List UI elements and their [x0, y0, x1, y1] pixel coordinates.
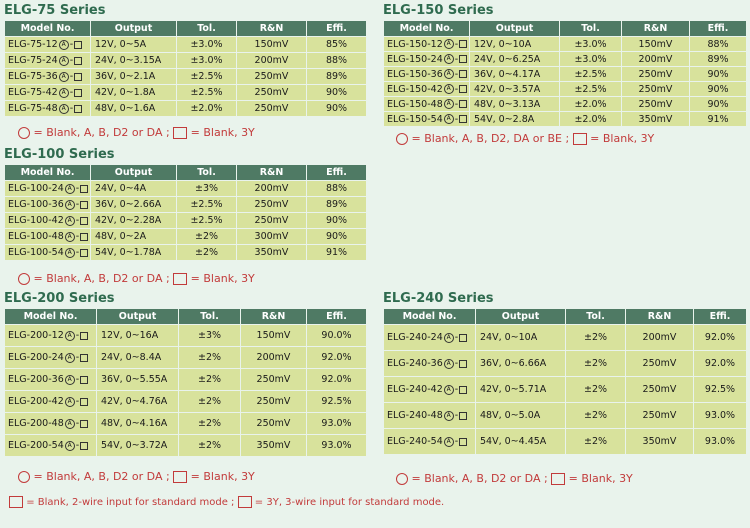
- cell-ripple-noise: 250mV: [241, 369, 307, 391]
- circle-a-marker-icon: A: [59, 72, 69, 82]
- square-marker-icon: [238, 496, 252, 508]
- cell-tolerance: ±2.0%: [177, 101, 237, 117]
- cell-tolerance: ±2%: [177, 229, 237, 245]
- cell-ripple-noise: 350mV: [237, 245, 307, 261]
- circle-a-marker-icon: A: [59, 56, 69, 66]
- cell-tolerance: ±3.0%: [560, 37, 622, 52]
- cell-model-no: ELG-200-54 A -: [5, 435, 97, 457]
- column-header-tolerance: Tol.: [179, 309, 241, 325]
- cell-ripple-noise: 200mV: [241, 347, 307, 369]
- column-header-tolerance: Tol.: [566, 309, 626, 325]
- column-header-efficiency: Effi.: [307, 165, 367, 181]
- square-marker-icon: [80, 420, 88, 428]
- square-marker-icon: [80, 185, 88, 193]
- cell-tolerance: ±2.5%: [177, 213, 237, 229]
- cell-efficiency: 89%: [307, 197, 367, 213]
- table-row: [5, 413, 367, 435]
- column-header-ripple-noise: R&N: [237, 21, 307, 37]
- cell-tolerance: ±3.0%: [177, 37, 237, 53]
- square-marker-icon: [459, 386, 467, 394]
- cell-tolerance: ±2%: [566, 325, 626, 351]
- series-title: ELG-200 Series: [4, 291, 115, 306]
- cell-efficiency: 92.0%: [307, 347, 367, 369]
- column-header-model-no: Model No.: [5, 309, 97, 325]
- cell-output: 48V, 0~3.13A: [470, 97, 560, 112]
- cell-ripple-noise: 200mV: [237, 53, 307, 69]
- cell-tolerance: ±2%: [566, 429, 626, 455]
- cell-tolerance: ±2%: [179, 413, 241, 435]
- legend-circle-text: = Blank, A, B, D2 or DA ;: [411, 472, 548, 485]
- cell-output: 24V, 0~10A: [476, 325, 566, 351]
- cell-model-no: ELG-75-24 A -: [5, 53, 91, 69]
- cell-output: 54V, 0~3.72A: [97, 435, 179, 457]
- legend-elg-100: [18, 271, 255, 287]
- cell-model-no: ELG-200-24 A -: [5, 347, 97, 369]
- cell-model-no: ELG-100-54 A -: [5, 245, 91, 261]
- series-title: ELG-100 Series: [4, 147, 115, 162]
- cell-efficiency: 90%: [307, 85, 367, 101]
- table-header-row: [384, 21, 747, 37]
- table-row: [5, 181, 367, 197]
- cell-model-no: ELG-100-48 A -: [5, 229, 91, 245]
- square-marker-icon: [80, 201, 88, 209]
- cell-efficiency: 90%: [307, 101, 367, 117]
- cell-output: 12V, 0~16A: [97, 325, 179, 347]
- cell-ripple-noise: 350mV: [626, 429, 694, 455]
- cell-efficiency: 92.0%: [307, 369, 367, 391]
- circle-a-marker-icon: A: [444, 99, 454, 109]
- cell-model-no: ELG-150-36 A -: [384, 67, 470, 82]
- spec-table: [383, 308, 747, 455]
- cell-ripple-noise: 250mV: [237, 69, 307, 85]
- square-marker-icon: [173, 273, 187, 285]
- cell-ripple-noise: 250mV: [622, 97, 690, 112]
- cell-model-no: ELG-200-42 A -: [5, 391, 97, 413]
- cell-ripple-noise: 250mV: [626, 377, 694, 403]
- circle-a-marker-icon: A: [65, 216, 75, 226]
- column-header-output: Output: [91, 21, 177, 37]
- table-row: [5, 213, 367, 229]
- cell-tolerance: ±3.0%: [177, 53, 237, 69]
- legend-elg-75: [18, 125, 255, 141]
- legend-elg-150: [396, 131, 654, 147]
- table-row: [5, 37, 367, 53]
- cell-model-no: ELG-240-54 A -: [384, 429, 476, 455]
- cell-ripple-noise: 300mV: [237, 229, 307, 245]
- table-row: [384, 351, 747, 377]
- table-row: [5, 245, 367, 261]
- circle-a-marker-icon: A: [444, 437, 454, 447]
- cell-efficiency: 90%: [307, 213, 367, 229]
- square-marker-icon: [573, 133, 587, 145]
- cell-model-no: ELG-200-36 A -: [5, 369, 97, 391]
- cell-efficiency: 88%: [307, 181, 367, 197]
- square-marker-icon: [80, 249, 88, 257]
- series-elg-200: [4, 290, 367, 457]
- square-marker-icon: [74, 41, 82, 49]
- legend-square-text: = Blank, 3Y: [590, 132, 655, 145]
- cell-tolerance: ±3%: [179, 325, 241, 347]
- circle-a-marker-icon: A: [65, 441, 75, 451]
- circle-a-marker-icon: A: [65, 200, 75, 210]
- table-header-row: [5, 309, 367, 325]
- square-marker-icon: [173, 127, 187, 139]
- square-marker-icon: [74, 105, 82, 113]
- cell-efficiency: 93.0%: [307, 413, 367, 435]
- square-marker-icon: [459, 360, 467, 368]
- cell-ripple-noise: 250mV: [241, 413, 307, 435]
- table-row: [5, 53, 367, 69]
- cell-output: 36V, 0~6.66A: [476, 351, 566, 377]
- circle-a-marker-icon: A: [444, 385, 454, 395]
- circle-a-marker-icon: A: [444, 333, 454, 343]
- cell-tolerance: ±2%: [566, 403, 626, 429]
- cell-output: 48V, 0~2A: [91, 229, 177, 245]
- column-header-efficiency: Effi.: [307, 21, 367, 37]
- square-marker-icon: [459, 438, 467, 446]
- cell-output: 36V, 0~4.17A: [470, 67, 560, 82]
- cell-output: 48V, 0~5.0A: [476, 403, 566, 429]
- cell-model-no: ELG-75-48 A -: [5, 101, 91, 117]
- square-marker-icon: [74, 57, 82, 65]
- table-row: [5, 369, 367, 391]
- cell-output: 54V, 0~4.45A: [476, 429, 566, 455]
- circle-a-marker-icon: A: [444, 39, 454, 49]
- cell-model-no: ELG-200-48 A -: [5, 413, 97, 435]
- circle-a-marker-icon: A: [59, 104, 69, 114]
- circle-a-marker-icon: A: [65, 331, 75, 341]
- circle-marker-icon: [18, 273, 30, 285]
- cell-tolerance: ±2.0%: [560, 112, 622, 127]
- square-marker-icon: [459, 115, 467, 123]
- square-marker-icon: [74, 89, 82, 97]
- square-marker-icon: [80, 354, 88, 362]
- circle-a-marker-icon: A: [65, 353, 75, 363]
- cell-efficiency: 92.5%: [307, 391, 367, 413]
- series-title: ELG-75 Series: [4, 3, 106, 18]
- circle-a-marker-icon: A: [444, 114, 454, 124]
- cell-model-no: ELG-150-42 A -: [384, 82, 470, 97]
- table-header-row: [5, 21, 367, 37]
- column-header-ripple-noise: R&N: [241, 309, 307, 325]
- cell-output: 42V, 0~2.28A: [91, 213, 177, 229]
- cell-tolerance: ±2%: [566, 377, 626, 403]
- table-row: [5, 347, 367, 369]
- table-row: [5, 69, 367, 85]
- column-header-ripple-noise: R&N: [626, 309, 694, 325]
- cell-model-no: ELG-75-42 A -: [5, 85, 91, 101]
- table-row: [384, 429, 747, 455]
- cell-tolerance: ±2.5%: [177, 69, 237, 85]
- cell-tolerance: ±2%: [566, 351, 626, 377]
- cell-output: 24V, 0~8.4A: [97, 347, 179, 369]
- table-row: [5, 197, 367, 213]
- column-header-model-no: Model No.: [5, 165, 91, 181]
- legend-square-text: = Blank, 3Y: [568, 472, 633, 485]
- cell-tolerance: ±2%: [179, 391, 241, 413]
- cell-efficiency: 92.5%: [694, 377, 747, 403]
- footnote-square-3y: = 3Y, 3-wire input for standard mode.: [254, 497, 445, 508]
- cell-ripple-noise: 250mV: [622, 82, 690, 97]
- cell-model-no: ELG-100-36 A -: [5, 197, 91, 213]
- cell-output: 36V, 0~5.55A: [97, 369, 179, 391]
- square-marker-icon: [459, 85, 467, 93]
- column-header-efficiency: Effi.: [690, 21, 747, 37]
- cell-model-no: ELG-200-12 A -: [5, 325, 97, 347]
- circle-a-marker-icon: A: [59, 88, 69, 98]
- table-header-row: [5, 165, 367, 181]
- cell-efficiency: 91%: [307, 245, 367, 261]
- table-row: [5, 101, 367, 117]
- cell-ripple-noise: 250mV: [241, 391, 307, 413]
- circle-a-marker-icon: A: [444, 359, 454, 369]
- column-header-ripple-noise: R&N: [622, 21, 690, 37]
- cell-model-no: ELG-150-24 A -: [384, 52, 470, 67]
- circle-a-marker-icon: A: [65, 248, 75, 258]
- square-marker-icon: [9, 496, 23, 508]
- table-row: [384, 97, 747, 112]
- cell-efficiency: 90%: [690, 97, 747, 112]
- cell-model-no: ELG-240-24 A -: [384, 325, 476, 351]
- cell-output: 36V, 0~2.1A: [91, 69, 177, 85]
- cell-ripple-noise: 200mV: [626, 325, 694, 351]
- table-row: [5, 325, 367, 347]
- cell-tolerance: ±2%: [179, 347, 241, 369]
- square-marker-icon: [459, 40, 467, 48]
- cell-efficiency: 93.0%: [694, 429, 747, 455]
- series-elg-100: [4, 146, 367, 261]
- circle-a-marker-icon: A: [444, 84, 454, 94]
- table-row: [384, 325, 747, 351]
- circle-marker-icon: [396, 473, 408, 485]
- cell-tolerance: ±2%: [179, 435, 241, 457]
- cell-ripple-noise: 200mV: [237, 181, 307, 197]
- cell-output: 12V, 0~5A: [91, 37, 177, 53]
- spec-table: [4, 20, 367, 117]
- cell-output: 54V, 0~2.8A: [470, 112, 560, 127]
- cell-tolerance: ±2.5%: [177, 197, 237, 213]
- cell-model-no: ELG-75-12 A -: [5, 37, 91, 53]
- spec-table: [4, 164, 367, 261]
- cell-efficiency: 89%: [307, 69, 367, 85]
- cell-ripple-noise: 150mV: [241, 325, 307, 347]
- table-row: [384, 37, 747, 52]
- series-title: ELG-240 Series: [383, 291, 494, 306]
- square-marker-icon: [459, 412, 467, 420]
- spec-table: [383, 20, 747, 127]
- cell-output: 24V, 0~4A: [91, 181, 177, 197]
- table-header-row: [384, 309, 747, 325]
- cell-tolerance: ±2%: [179, 369, 241, 391]
- square-marker-icon: [459, 100, 467, 108]
- column-header-efficiency: Effi.: [307, 309, 367, 325]
- circle-marker-icon: [18, 471, 30, 483]
- cell-output: 36V, 0~2.66A: [91, 197, 177, 213]
- column-header-output: Output: [476, 309, 566, 325]
- cell-ripple-noise: 350mV: [622, 112, 690, 127]
- footnote: [9, 496, 444, 508]
- legend-square-text: = Blank, 3Y: [190, 126, 255, 139]
- table-row: [5, 391, 367, 413]
- cell-ripple-noise: 350mV: [241, 435, 307, 457]
- square-marker-icon: [80, 376, 88, 384]
- cell-efficiency: 91%: [690, 112, 747, 127]
- table-row: [5, 85, 367, 101]
- column-header-tolerance: Tol.: [177, 21, 237, 37]
- cell-output: 24V, 0~3.15A: [91, 53, 177, 69]
- cell-output: 48V, 0~4.16A: [97, 413, 179, 435]
- cell-ripple-noise: 150mV: [622, 37, 690, 52]
- legend-circle-text: = Blank, A, B, D2 or DA ;: [33, 126, 170, 139]
- square-marker-icon: [80, 398, 88, 406]
- cell-ripple-noise: 250mV: [237, 85, 307, 101]
- cell-model-no: ELG-150-48 A -: [384, 97, 470, 112]
- cell-efficiency: 90%: [690, 67, 747, 82]
- cell-efficiency: 93.0%: [694, 403, 747, 429]
- cell-ripple-noise: 200mV: [622, 52, 690, 67]
- table-row: [5, 229, 367, 245]
- circle-marker-icon: [396, 133, 408, 145]
- column-header-output: Output: [91, 165, 177, 181]
- cell-tolerance: ±2.0%: [560, 97, 622, 112]
- column-header-model-no: Model No.: [384, 21, 470, 37]
- series-title: ELG-150 Series: [383, 3, 494, 18]
- cell-efficiency: 92.0%: [694, 325, 747, 351]
- legend-square-text: = Blank, 3Y: [190, 470, 255, 483]
- circle-marker-icon: [18, 127, 30, 139]
- cell-efficiency: 85%: [307, 37, 367, 53]
- legend-circle-text: = Blank, A, B, D2 or DA ;: [33, 470, 170, 483]
- circle-a-marker-icon: A: [65, 375, 75, 385]
- column-header-tolerance: Tol.: [560, 21, 622, 37]
- table-row: [384, 52, 747, 67]
- table-row: [5, 435, 367, 457]
- legend-circle-text: = Blank, A, B, D2 or DA ;: [33, 272, 170, 285]
- cell-model-no: ELG-150-54 A -: [384, 112, 470, 127]
- cell-tolerance: ±2.5%: [177, 85, 237, 101]
- circle-a-marker-icon: A: [65, 397, 75, 407]
- column-header-output: Output: [97, 309, 179, 325]
- series-elg-240: [383, 290, 747, 455]
- cell-efficiency: 93.0%: [307, 435, 367, 457]
- cell-efficiency: 88%: [690, 37, 747, 52]
- column-header-model-no: Model No.: [5, 21, 91, 37]
- table-row: [384, 112, 747, 127]
- circle-a-marker-icon: A: [65, 419, 75, 429]
- circle-a-marker-icon: A: [59, 40, 69, 50]
- circle-a-marker-icon: A: [444, 54, 454, 64]
- cell-tolerance: ±3.0%: [560, 52, 622, 67]
- legend-square-text: = Blank, 3Y: [190, 272, 255, 285]
- cell-output: 42V, 0~1.8A: [91, 85, 177, 101]
- circle-a-marker-icon: A: [65, 184, 75, 194]
- legend-circle-text: = Blank, A, B, D2, DA or BE ;: [411, 132, 570, 145]
- table-row: [384, 67, 747, 82]
- cell-model-no: ELG-240-36 A -: [384, 351, 476, 377]
- series-elg-75: [4, 2, 367, 117]
- cell-tolerance: ±2.5%: [560, 82, 622, 97]
- footnote-square-blank: = Blank, 2-wire input for standard mode ;: [26, 497, 235, 508]
- cell-output: 42V, 0~3.57A: [470, 82, 560, 97]
- cell-ripple-noise: 250mV: [237, 197, 307, 213]
- cell-output: 12V, 0~10A: [470, 37, 560, 52]
- cell-efficiency: 90%: [690, 82, 747, 97]
- circle-a-marker-icon: A: [444, 411, 454, 421]
- cell-efficiency: 88%: [307, 53, 367, 69]
- square-marker-icon: [459, 70, 467, 78]
- cell-tolerance: ±2%: [177, 245, 237, 261]
- circle-a-marker-icon: A: [444, 69, 454, 79]
- column-header-output: Output: [470, 21, 560, 37]
- series-elg-150: [383, 2, 747, 127]
- square-marker-icon: [173, 471, 187, 483]
- cell-efficiency: 90%: [307, 229, 367, 245]
- circle-a-marker-icon: A: [65, 232, 75, 242]
- column-header-efficiency: Effi.: [694, 309, 747, 325]
- column-header-model-no: Model No.: [384, 309, 476, 325]
- square-marker-icon: [459, 334, 467, 342]
- square-marker-icon: [80, 332, 88, 340]
- column-header-ripple-noise: R&N: [237, 165, 307, 181]
- cell-ripple-noise: 150mV: [237, 37, 307, 53]
- square-marker-icon: [80, 442, 88, 450]
- square-marker-icon: [74, 73, 82, 81]
- square-marker-icon: [551, 473, 565, 485]
- cell-output: 48V, 0~1.6A: [91, 101, 177, 117]
- column-header-tolerance: Tol.: [177, 165, 237, 181]
- cell-ripple-noise: 250mV: [237, 213, 307, 229]
- cell-ripple-noise: 250mV: [622, 67, 690, 82]
- cell-ripple-noise: 250mV: [626, 403, 694, 429]
- cell-model-no: ELG-75-36 A -: [5, 69, 91, 85]
- spec-table: [4, 308, 367, 457]
- cell-efficiency: 92.0%: [694, 351, 747, 377]
- cell-output: 42V, 0~5.71A: [476, 377, 566, 403]
- square-marker-icon: [80, 233, 88, 241]
- legend-elg-200: [18, 469, 255, 485]
- cell-output: 54V, 0~1.78A: [91, 245, 177, 261]
- cell-model-no: ELG-100-24 A -: [5, 181, 91, 197]
- cell-efficiency: 89%: [690, 52, 747, 67]
- square-marker-icon: [80, 217, 88, 225]
- square-marker-icon: [459, 55, 467, 63]
- cell-tolerance: ±3%: [177, 181, 237, 197]
- legend-elg-240: [396, 471, 633, 487]
- cell-model-no: ELG-240-42 A -: [384, 377, 476, 403]
- cell-output: 24V, 0~6.25A: [470, 52, 560, 67]
- cell-efficiency: 90.0%: [307, 325, 367, 347]
- table-row: [384, 377, 747, 403]
- cell-ripple-noise: 250mV: [626, 351, 694, 377]
- cell-model-no: ELG-150-12 A -: [384, 37, 470, 52]
- table-row: [384, 403, 747, 429]
- cell-tolerance: ±2.5%: [560, 67, 622, 82]
- table-row: [384, 82, 747, 97]
- cell-model-no: ELG-100-42 A -: [5, 213, 91, 229]
- cell-model-no: ELG-240-48 A -: [384, 403, 476, 429]
- cell-ripple-noise: 250mV: [237, 101, 307, 117]
- cell-output: 42V, 0~4.76A: [97, 391, 179, 413]
